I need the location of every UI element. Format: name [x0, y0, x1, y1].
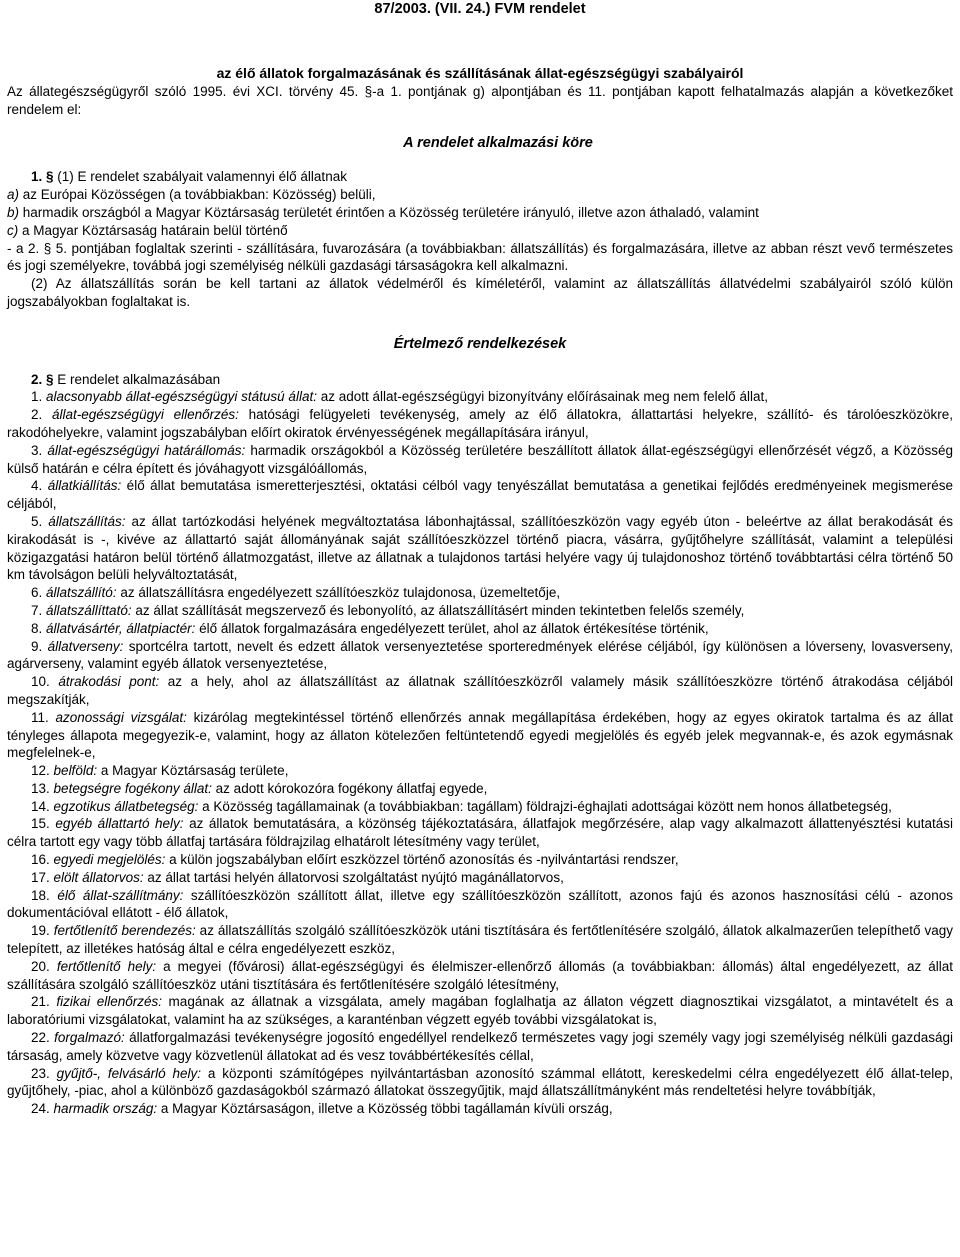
definition-text: az állat szállítását megszervező és lebonyolító, az állatszállításért minden tekintetben felelős személy, [131, 602, 745, 618]
definition-item [7, 762, 953, 780]
definition-item [7, 638, 953, 674]
definition-number: 1. [31, 389, 43, 405]
definition-term: belföld: [53, 763, 98, 779]
paragraph-1-1-tail: - a 2. § 5. pontjában foglaltak szerinti - szállítására, fuvarozására (a továbbiakban: állatszállítás) és forgalmazására, illetve az abban részt vevő természetes és jogi személyekre, továbbá jogi személyiség nélküli gazdasági társaságokra kell alkalmazni. [7, 240, 953, 274]
definition-item [7, 958, 953, 994]
definition-item [7, 887, 953, 923]
definition-text: élő állatok forgalmazására engedélyezett terület, ahol az állatok értékesítése történik, [195, 620, 709, 636]
definition-text: a központi számítógépes nyilvántartásban azonosító számmal ellátott, kereskedelmi célra engedélyezett élő állat-telep, gyűjtőhely, -piac, ahol a különböző gazdaságokból származó állatokat összegyűjtik, majd állatszállítmányként más rendeltetési helyre továbbítják, [7, 1065, 953, 1099]
definition-term: fertőtlenítő berendezés: [53, 923, 196, 939]
document-subtitle: az élő állatok forgalmazásának és szállításának állat-egészségügyi szabályairól [216, 65, 744, 81]
definition-item [7, 798, 953, 816]
definition-number: 23. [31, 1065, 50, 1081]
definition-text: az állatok bemutatására, a közönség tájékoztatására, állatfajok megőrzésére, alap vagy alkalmazott állattenyésztési kutatási célra tartott egy vagy több állatfaj tartására földrajzilag elhatárolt létesítmény vagy terület, [7, 816, 953, 850]
definition-item [7, 869, 953, 887]
definition-number: 21. [31, 994, 50, 1010]
definition-term: egzotikus állatbetegség: [53, 798, 199, 814]
point-c [7, 222, 953, 240]
definition-term: állatszállítás: [48, 513, 126, 529]
point-text: harmadik országból a Magyar Köztársaság területét érintően a Közösség területére irányuló, illetve azon áthaladó, valamint [19, 204, 759, 220]
definition-number: 9. [31, 638, 43, 654]
point-text: az Európai Közösségen (a továbbiakban: Közösség) belüli, [19, 187, 376, 203]
definition-term: állatkiállítás: [47, 478, 122, 494]
definition-item [7, 477, 953, 513]
definition-text: hatósági felügyeleti tevékenység, amely az élő állatokra, állattartási helyekre, szállító- és tárolóeszközökre, rakodóhelyekre, valamint jogszabályban előírt okiratok érvényességének megállapítására irányul, [7, 407, 953, 440]
document-title: 87/2003. (VII. 24.) FVM rendelet [374, 1, 586, 17]
definition-text: szállítóeszközön szállított állat, illetve egy szállítóeszközön szállított, azonos fajú és azonos hasznosítási célú - azonos dokumentációval ellátott - élő állatok, [7, 887, 953, 921]
definition-number: 24. [31, 1101, 50, 1117]
definition-number: 10. [31, 674, 50, 690]
definition-text: élő állat bemutatása ismeretterjesztési, oktatási célból vagy tenyészállat bemutatása a genetikai fejlődés eredményeinek megismerése céljából, [7, 478, 953, 512]
definition-number: 22. [31, 1030, 50, 1046]
definition-item [7, 442, 953, 478]
definition-term: állatszállító: [46, 585, 117, 601]
definition-term: elölt állatorvos: [53, 869, 144, 885]
definition-text: harmadik országokból a Közösség területére beszállított állatok állat-egészségügyi ellenőrzését végző, a Közösség külső határán e célra épített és jóváhagyott vizsgálóállomás, [7, 442, 953, 476]
definition-term: egyedi megjelölés: [53, 852, 166, 868]
definition-item [7, 993, 953, 1029]
definition-item [7, 1100, 953, 1118]
point-letter: c) [7, 222, 19, 238]
definition-term: forgalmazó: [54, 1030, 125, 1046]
definition-text: a külön jogszabályban előírt eszközzel történő azonosítás és -nyilvántartási rendszer, [165, 852, 679, 868]
definition-term: állatverseny: [47, 638, 124, 654]
point-letter: a) [7, 187, 20, 203]
definition-number: 8. [31, 620, 43, 636]
point-text: a Magyar Köztársaság határain belül történő [18, 222, 288, 238]
paragraph-2-lead [7, 371, 953, 389]
definition-item [7, 780, 953, 798]
definition-term: fizikai ellenőrzés: [56, 994, 162, 1010]
point-a [7, 186, 953, 204]
definition-term: gyűjtő-, felvásárló hely: [56, 1065, 202, 1081]
definition-term: állatszállíttató: [46, 602, 132, 618]
definition-term: állatvásártér, állatpiactér: [46, 620, 196, 636]
definition-term: átrakodási pont: [58, 674, 160, 690]
definition-term: betegségre fogékony állat: [53, 780, 212, 796]
point-letter: b) [7, 204, 20, 220]
definition-item [7, 673, 953, 709]
definition-text: az a hely, ahol az állatszállítást az állatnak szállítóeszközről valamely másik szállítóeszközre történő átrakodása céljából megszakítják, [7, 674, 953, 707]
definition-term: azonossági vizsgálat: [55, 709, 187, 725]
definition-term: élő állat-szállítmány: [57, 887, 184, 903]
definition-number: 6. [31, 585, 43, 601]
definition-item [7, 513, 953, 584]
definition-number: 5. [31, 513, 43, 529]
definition-text: a megyei (fővárosi) állat-egészségügyi és élelmiszer-ellenőrző állomás (a továbbiakban: állomás) által engedélyezett, az állat szállítására szolgáló szállítóeszköz utáni tisztítására és fertőtlenítésére szolgáló létesítmény, [7, 958, 953, 992]
definition-item [7, 584, 953, 602]
section-number-2: 2. § [31, 371, 54, 387]
preamble: Az állategészségügyről szóló 1995. évi XCI. törvény 45. §-a 1. pontjának g) alpontjában és 11. pontjában kapott felhatalmazás alapján a következőket rendelem el: [7, 84, 953, 117]
definition-term: alacsonyabb állat-egészségügyi státusú állat: [46, 389, 317, 405]
section-number-1: 1. § [31, 169, 54, 185]
definition-term: állat-egészségügyi határállomás: [47, 442, 246, 458]
paragraph-1-2: (2) Az állatszállítás során be kell tartani az állatok védelméről és kíméletéről, valamint az állatszállítás állatvédelmi szabályairól szóló külön jogszabályokban foglaltakat is. [7, 276, 953, 309]
definition-number: 12. [31, 763, 50, 779]
definition-number: 20. [31, 958, 50, 974]
definition-item [7, 1029, 953, 1065]
definition-text: az adott kórokozóra fogékony állatfaj egyede, [211, 780, 488, 796]
definition-text: a Közösség tagállamainak (a továbbiakban: tagállam) földrajzi-éghajlati adottságai között nem honos állatbetegség, [198, 798, 892, 814]
definition-item [7, 922, 953, 958]
definition-term: fertőtlenítő hely: [56, 958, 157, 974]
definition-item [7, 709, 953, 762]
definition-number: 13. [31, 780, 50, 796]
point-b [7, 204, 953, 222]
paragraph-1-1 [7, 168, 953, 186]
definition-text: sportcélra tartott, nevelt és edzett állatok versenyeztetése sporteredmények elérése céljából, így különösen a lóverseny, lovasverseny, agárverseny, valamint egyéb állatok versenyeztetése, [7, 638, 953, 672]
definition-number: 15. [31, 816, 50, 832]
definition-number: 4. [31, 478, 43, 494]
definition-item [7, 602, 953, 620]
definition-text: az állatszállításra engedélyezett szállítóeszköz tulajdonosa, üzemeltetője, [116, 585, 561, 601]
definition-text: magának az állatnak a vizsgálata, amely magában foglalhatja az állaton végzett diagnosztikai vizsgálatot, a mintavételt és a laboratóriumi vizsgálatokat, valamint ha az szükséges, a karanténban végzett egyéb további vizsgálatokat is, [7, 994, 953, 1028]
definition-number: 14. [31, 798, 50, 814]
paragraph-text: (1) E rendelet szabályait valamennyi élő állatnak [57, 169, 347, 185]
definition-text: az állatszállítás szolgáló szállítóeszközök utáni tisztítására és fertőtlenítésére szolgáló, állatok alkalmazerűen telepíthető vagy telepített, az illetékes hatóság által e célra engedélyezett eszköz, [7, 923, 953, 957]
definition-number: 3. [31, 442, 43, 458]
definition-item [7, 815, 953, 851]
definition-text: az állat tartási helyén állatorvosi szolgáltatást nyújtó magánállatorvos, [143, 869, 564, 885]
section-heading-definitions: Értelmező rendelkezések [393, 335, 567, 352]
paragraph-text: E rendelet alkalmazásában [53, 371, 221, 387]
definition-text: az állat tartózkodási helyének megváltoztatása lábonhajtással, szállítóeszközön vagy egyéb úton - beleértve az állat berakodását és kirakodását is -, kivéve az állattartó saját állományának saját szállítóeszközzel történő piacra, vásárra, gyűjtőhelyre szállítását, valamint a települési közigazgatási határon belül történő állatmozgatást, illetve az állatnak a tulajdonos tartási helyére vagy új tulajdonoshoz történő továbbtartási célra történő 50 km távolságon belüli helyváltoztatását, [7, 513, 953, 583]
definition-item [7, 851, 953, 869]
definition-item [7, 406, 953, 442]
definitions-list [7, 388, 953, 1118]
definition-number: 17. [31, 869, 50, 885]
definition-term: harmadik ország: [53, 1101, 158, 1117]
definition-item [7, 1065, 953, 1101]
definition-item [7, 388, 953, 406]
definition-number: 2. [31, 407, 43, 423]
definition-item [7, 620, 953, 638]
definition-number: 19. [31, 923, 50, 939]
definition-text: a Magyar Köztársaságon, illetve a Közösség többi tagállamán kívüli ország, [157, 1101, 613, 1117]
definition-text: állatforgalmazási tevékenységre jogosító engedéllyel rendelkező természetes vagy jogi személy vagy jogi személyiség nélküli gazdasági társaság, amely közvetve vagy közvetlenül állatokat ad és vesz továbbértékesítés céllal, [7, 1030, 953, 1063]
definition-number: 7. [31, 602, 43, 618]
definition-text: kizárólag megtekintéssel történő ellenőrzés annak megállapítása érdekében, hogy az egyes okiratok tartalma és az állat tényleges állapota megegyezik-e, valamint, hogy az állaton kötelezően feltüntetendő egyedi megjelölés és egyéb jelek megvannak-e, és azok egymásnak megfelelnek-e, [7, 709, 953, 761]
section-heading-scope: A rendelet alkalmazási köre [403, 134, 593, 151]
definition-number: 16. [31, 852, 50, 868]
definition-number: 11. [31, 709, 49, 725]
definition-term: egyéb állattartó hely: [55, 816, 184, 832]
definition-text: a Magyar Köztársaság területe, [97, 763, 289, 779]
definition-text: az adott állat-egészségügyi bizonyítvány előírásainak meg nem felelő állat, [316, 389, 768, 405]
definition-number: 18. [31, 887, 50, 903]
definition-term: állat-egészségügyi ellenőrzés: [52, 407, 239, 423]
